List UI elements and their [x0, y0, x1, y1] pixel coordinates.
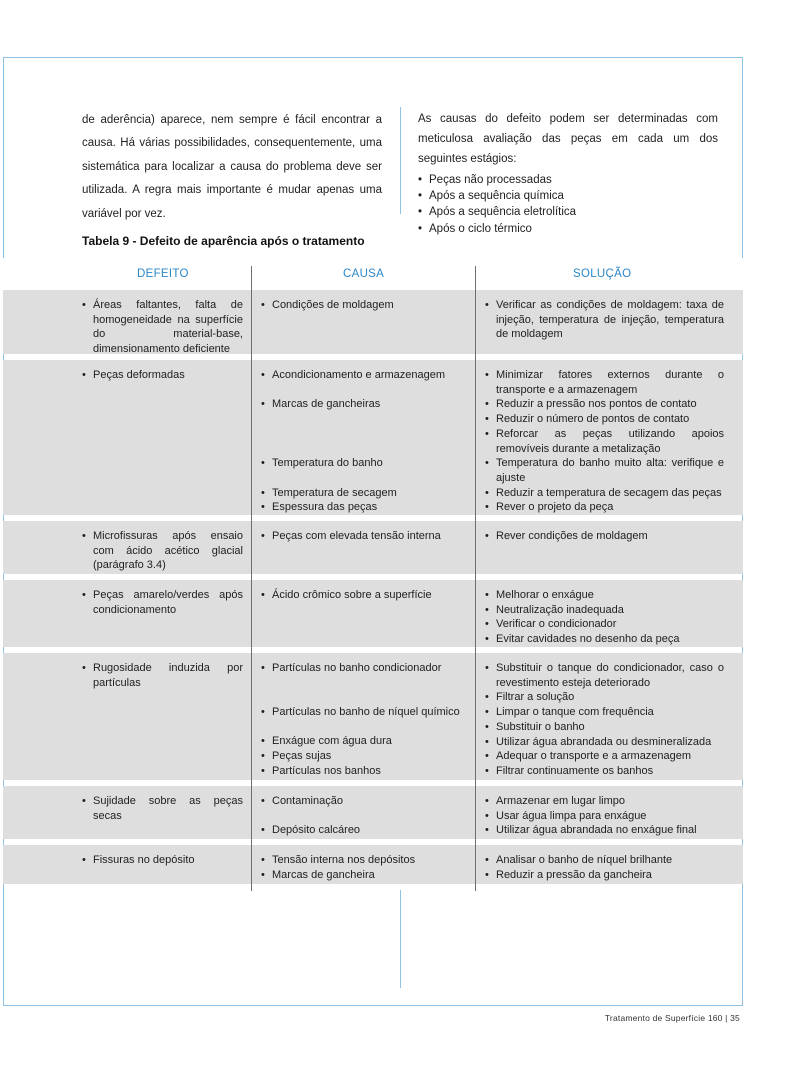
causa-cell [260, 290, 470, 313]
solucao-item: • Evitar cavidades no desenho da peça [484, 632, 724, 647]
solucao-item: • Usar água limpa para enxágue [484, 809, 724, 824]
solucao-item: • Rever condições de moldagem [484, 529, 724, 544]
defeito-item: • Peças amarelo/verdes após condicionamento [81, 588, 243, 617]
solucao-cell [484, 521, 724, 544]
defeito-item: • Fissuras no depósito [81, 853, 243, 868]
causa-item: • Peças com elevada tensão interna [260, 529, 470, 544]
causa-item: • Partículas no banho de níquel químico [260, 705, 470, 720]
table-header-row [3, 258, 743, 290]
solucao-cell [484, 786, 724, 838]
defeito-cell [81, 290, 243, 354]
list-item: • Após a sequência química [418, 188, 718, 204]
defeito-cell [81, 786, 243, 823]
solucao-item: • Utilizar água abrandada ou desmineralizada [484, 735, 724, 750]
table-row [3, 845, 743, 884]
column-divider [400, 890, 401, 988]
defects-table [3, 258, 743, 890]
defeito-item: • Rugosidade induzida por partículas [81, 661, 243, 690]
solucao-item: • Substituir o banho [484, 720, 724, 735]
solucao-item: • Utilizar água abrandada no enxágue final [484, 823, 724, 838]
causa-item: • Marcas de gancheiras [260, 397, 470, 412]
solucao-item: • Temperatura do banho muito alta: verifique e ajuste [484, 456, 724, 485]
defeito-item: • Áreas faltantes, falta de homogeneidade na superfície do material-base, dimensionamento deficiente [81, 298, 243, 354]
header-defeito: DEFEITO [137, 268, 189, 280]
table-column-divider [251, 266, 252, 891]
solucao-item: • Melhorar o enxágue [484, 588, 724, 603]
causa-item: • Peças sujas [260, 749, 470, 764]
causa-item: • Temperatura de secagem [260, 486, 470, 501]
solucao-item: • Limpar o tanque com frequência [484, 705, 724, 720]
table-row [3, 290, 743, 354]
list-item: • Após a sequência eletrolítica [418, 204, 718, 220]
solucao-item: • Filtrar a solução [484, 690, 724, 705]
list-item: • Peças não processadas [418, 172, 718, 188]
causa-item: • Contaminação [260, 794, 470, 809]
solucao-item: • Neutralização inadequada [484, 603, 724, 618]
solucao-cell [484, 290, 724, 342]
table-title: Tabela 9 - Defeito de aparência após o tratamento [82, 234, 365, 248]
column-divider [400, 107, 401, 214]
solucao-item: • Filtrar continuamente os banhos [484, 764, 724, 779]
table-row [3, 653, 743, 780]
defeito-item: • Microfissuras após ensaio com ácido acético glacial (parágrafo 3.4) [81, 529, 243, 573]
causa-item: • Depósito calcáreo [260, 823, 470, 838]
causa-item: • Condições de moldagem [260, 298, 470, 313]
solucao-item: • Armazenar em lugar limpo [484, 794, 724, 809]
causa-item: • Partículas no banho condicionador [260, 661, 470, 676]
causa-cell [260, 580, 470, 603]
solucao-item: • Reduzir a temperatura de secagem das peças [484, 486, 724, 501]
solucao-item: • Rever o projeto da peça [484, 500, 724, 515]
intro-right-text: As causas do defeito podem ser determinadas com meticulosa avaliação das peças em cada um dos seguintes estágios: [418, 113, 718, 165]
defeito-cell [81, 653, 243, 690]
solucao-item: • Adequar o transporte e a armazenagem [484, 749, 724, 764]
table-row [3, 360, 743, 515]
causa-item: • Espessura das peças [260, 500, 470, 515]
causa-item: • Marcas de gancheira [260, 868, 470, 883]
causa-item: • Enxágue com água dura [260, 734, 470, 749]
solucao-item: • Substituir o tanque do condicionador, caso o revestimento esteja deteriorado [484, 661, 724, 690]
page-footer: Tratamento de Superfície 160 | 35 [604, 1013, 740, 1023]
defeito-cell [81, 845, 243, 868]
list-item: • Após o ciclo térmico [418, 221, 718, 237]
causa-cell [260, 521, 470, 544]
causa-item: • Ácido crômico sobre a superfície [260, 588, 470, 603]
solucao-item: • Verificar o condicionador [484, 617, 724, 632]
causa-cell [260, 786, 470, 838]
intro-paragraph-right [418, 109, 718, 237]
header-causa: CAUSA [343, 268, 385, 280]
defeito-cell [81, 360, 243, 383]
solucao-cell [484, 580, 724, 647]
solucao-cell [484, 653, 724, 779]
defeito-cell [81, 580, 243, 617]
solucao-cell [484, 360, 724, 515]
solucao-cell [484, 845, 724, 882]
causa-cell [260, 653, 470, 779]
intro-paragraph-left: de aderência) aparece, nem sempre é fácil encontrar a causa. Há várias possibilidades, consequentemente, uma sistemática para localizar a causa do problema deve ser utilizada. A regra mais importante é mudar apenas uma variável por vez. [82, 114, 382, 220]
solucao-item: • Analisar o banho de níquel brilhante [484, 853, 724, 868]
solucao-item: • Reduzir a pressão da gancheira [484, 868, 724, 883]
header-solucao: SOLUÇÃO [573, 268, 632, 280]
table-row [3, 580, 743, 647]
defeito-item: • Sujidade sobre as peças secas [81, 794, 243, 823]
table-column-divider [475, 266, 476, 891]
solucao-item: • Reforcar as peças utilizando apoios removíveis durante a metalização [484, 427, 724, 456]
causa-cell [260, 360, 470, 515]
causa-item: • Acondicionamento e armazenagem [260, 368, 470, 383]
solucao-item: • Reduzir a pressão nos pontos de contato [484, 397, 724, 412]
causa-item: • Temperatura do banho [260, 456, 470, 471]
table-row [3, 521, 743, 574]
causa-item: • Tensão interna nos depósitos [260, 853, 470, 868]
solucao-item: • Reduzir o número de pontos de contato [484, 412, 724, 427]
stages-list [418, 172, 718, 237]
defeito-item: • Peças deformadas [81, 368, 243, 383]
table-row [3, 786, 743, 839]
solucao-item: • Minimizar fatores externos durante o transporte e a armazenagem [484, 368, 724, 397]
causa-cell [260, 845, 470, 882]
causa-item: • Partículas nos banhos [260, 764, 470, 779]
defeito-cell [81, 521, 243, 573]
solucao-item: • Verificar as condições de moldagem: taxa de injeção, temperatura de injeção, temperatura de moldagem [484, 298, 724, 342]
